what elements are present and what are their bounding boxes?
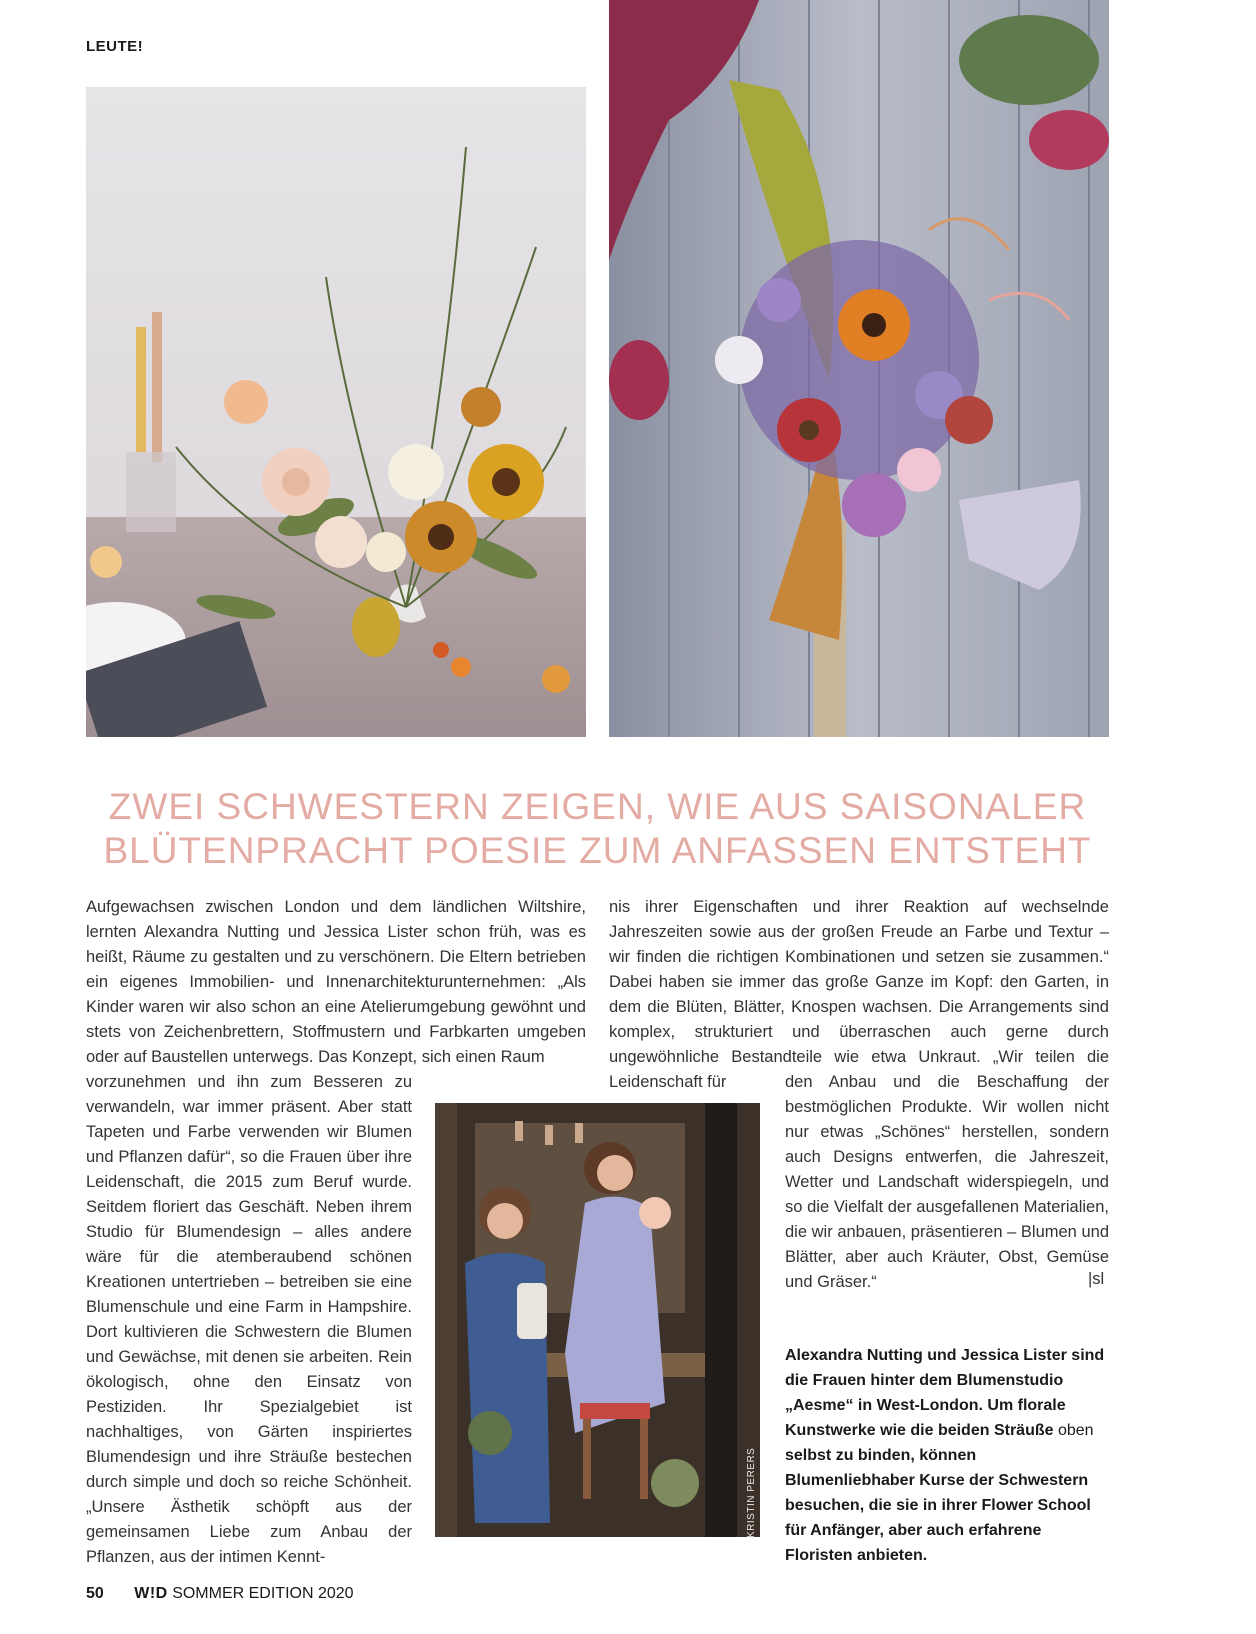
- body-text-left-top: Aufgewachsen zwischen London und dem ländlichen Wiltshire, lernten Alexandra Nutting und Jessica Lister schon früh, was es heißt, Räume zu gestalten und zu verschönern. Die Eltern betrieben ein eigenes Immobilien- und Innenarchitekturunternehmen: „Als Kinder waren wir also schon an eine Atelierumgebung gewöhnt und stets von Zeichenbrettern, Stoffmustern und Farbkarten umgeben oder auf Baustellen unterwegs. Das Konzept, sich einen Raum: [86, 898, 586, 1066]
- photo-sisters-portrait: [435, 1103, 760, 1537]
- photo-credit: KRISTIN PERERS: [746, 1447, 757, 1538]
- body-text-left-narrow: vorzunehmen und ihn zum Besseren zu verwandeln, war immer präsent. Aber statt Tapeten und Farbe verwenden wir Blumen und Pflanzen dafür“, so die Frauen über ihre Leidenschaft, die 2015 zum Beruf wurde. Seitdem floriert das Geschäft. Neben ihrem Studio für Blumendesign – alles andere wäre für die atemberaubend schönen Kreationen untertrieben – betreiben sie eine Blumenschule und eine Farm in Hampshire. Dort kultivieren die Schwestern die Blumen und Gewächse, mit denen sie arbeiten. Rein ökologisch, ohne den Einsatz von Pestiziden. Ihr Spezialgebiet ist nachhaltiges, von Gärten inspiriertes Blumendesign und ihre Sträuße bestechen durch simple und doch so reiche Schönheit. „Unsere Ästhetik schöpft aus der gemeinsamen Liebe zum Anbau der Pflanzen, aus der intimen Kennt-: [86, 1073, 412, 1566]
- body-text-right-narrow: den Anbau und die Beschaffung der bestmöglichen Produkte. Wir wollen nicht nur etwas „Schönes“ herstellen, sondern auch Designs entwerfen, die Jahreszeit, Wetter und Landschaft widerspiegeln, und so die Vielfalt der ausgefallenen Materialien, die wir anbauen, präsentieren – Blumen und Blätter, aber auch Kräuter, Obst, Gemüse und Gräser.“: [785, 1073, 1109, 1291]
- photo-bouquet-wall: [609, 0, 1109, 737]
- magazine-name: W!D: [134, 1585, 168, 1602]
- headline: [86, 785, 1109, 873]
- section-label: LEUTE!: [86, 38, 144, 55]
- caption-text-2: selbst zu binden, können Blumenliebhaber Kurse der Schwestern besuchen, die sie in ihrer Flower School für Anfänger, aber auch erfahrene Floristen anbieten.: [785, 1447, 1091, 1564]
- page-footer: [86, 1585, 354, 1603]
- headline-line-1: ZWEI SCHWESTERN ZEIGEN, WIE AUS SAISONALER: [108, 786, 1087, 827]
- caption-text-1: Alexandra Nutting und Jessica Lister sind die Frauen hinter dem Blumenstudio „Aesme“ in West-London. Um florale Kunstwerke wie die beiden Sträuße: [785, 1347, 1105, 1439]
- author-signature: |sl: [1088, 1270, 1105, 1288]
- headline-line-2: BLÜTENPRACHT POESIE ZUM ANFASSEN ENTSTEHT: [103, 830, 1092, 871]
- page-number: 50: [86, 1585, 104, 1602]
- body-text-right-top: nis ihrer Eigenschaften und ihrer Reaktion auf wechselnde Jahreszeiten sowie aus der großen Freude an Farbe und Textur – wir finden die richtigen Kombinationen und setzen sie zusammen.“ Dabei haben sie immer das große Ganze im Kopf: den Garten, in dem die Blüten, Blätter, Knospen wachsen. Die Arrangements sind komplex, strukturiert und überraschen auch gerne durch ungewöhnliche Bestandteile wie etwa Unkraut. „Wir teilen die Leidenschaft für: [609, 898, 1109, 1091]
- caption-text-normal: oben: [1053, 1422, 1094, 1439]
- edition-label: SOMMER EDITION 2020: [172, 1585, 354, 1602]
- photo-table-arrangement: [86, 87, 586, 737]
- photo-caption: [785, 1343, 1109, 1568]
